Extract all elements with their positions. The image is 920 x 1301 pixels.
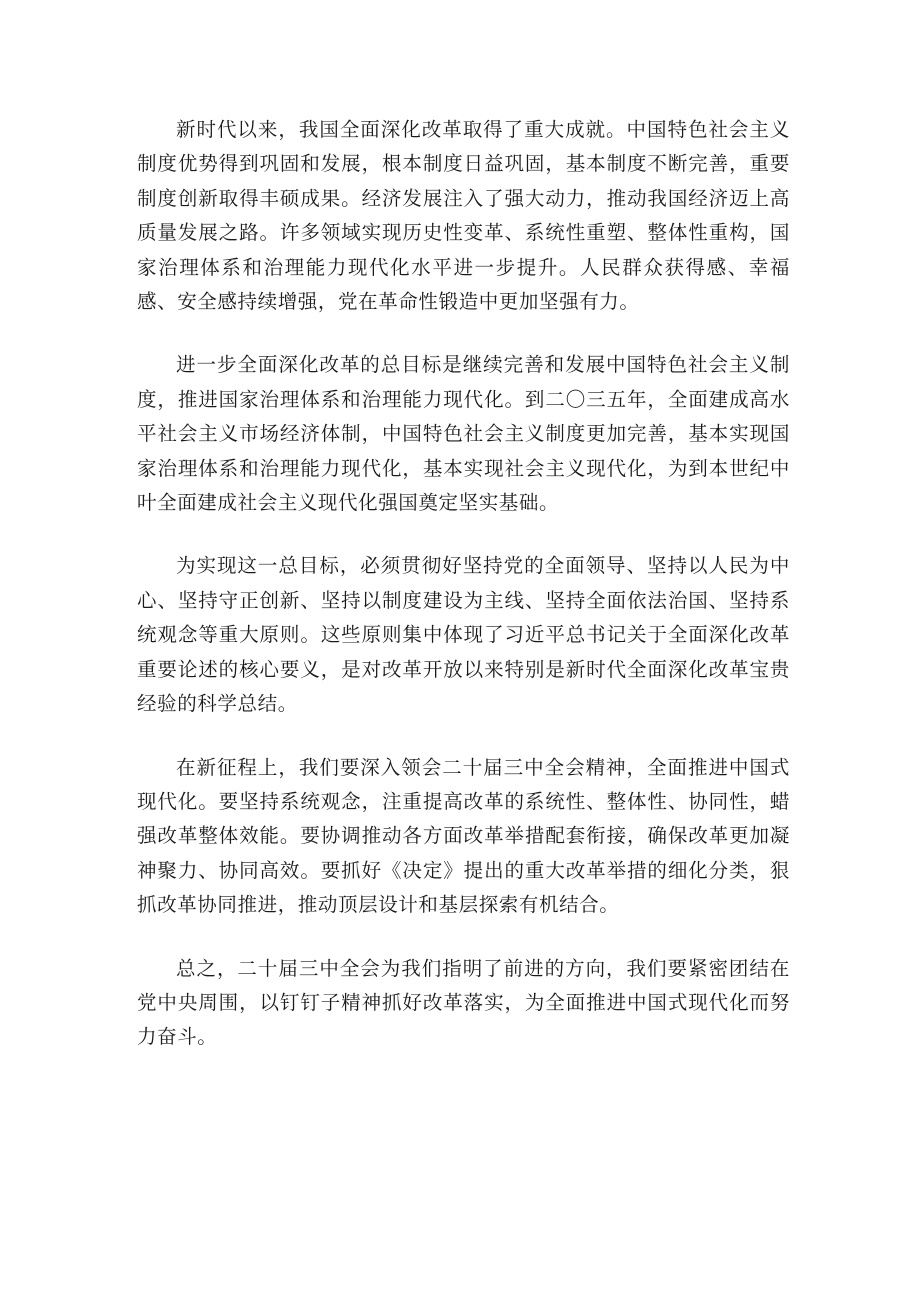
paragraph-1: 新时代以来，我国全面深化改革取得了重大成就。中国特色社会主义制度优势得到巩固和发展，根本制度日益巩固，基本制度不断完善，重要制度创新取得丰硕成果。经济发展注入了强大动力，推动我国经济迈上高质量发展之路。许多领域实现历史性变革、系统性重塑、整体性重构，国家治理体系和治理能力现代化水平进一步提升。人民群众获得感、幸福感、安全感持续增强，党在革命性锻造中更加坚强有力。 — [137, 118, 790, 314]
paragraph-5: 总之，二十届三中全会为我们指明了前进的方向，我们要紧密团结在党中央周围，以钉钉子精神抓好改革落实，为全面推进中国式现代化而努力奋斗。 — [137, 956, 790, 1049]
paragraph-3: 为实现这一总目标，必须贯彻好坚持党的全面领导、坚持以人民为中心、坚持守正创新、坚持以制度建设为主线、坚持全面依法治国、坚持系统观念等重大原则。这些原则集中体现了习近平总书记关于全面深化改革重要论述的核心要义，是对改革开放以来特别是新时代全面深化改革宝贵经验的科学总结。 — [137, 554, 790, 716]
paragraph-2: 进一步全面深化改革的总目标是继续完善和发展中国特色社会主义制度，推进国家治理体系和治理能力现代化。到二〇三五年，全面建成高水平社会主义市场经济体制，中国特色社会主义制度更加完善，基本实现国家治理体系和治理能力现代化，基本实现社会主义现代化，为到本世纪中叶全面建成社会主义现代化强国奠定坚实基础。 — [137, 353, 790, 515]
paragraph-4: 在新征程上，我们要深入领会二十届三中全会精神，全面推进中国式现代化。要坚持系统观念，注重提高改革的系统性、整体性、协同性，蜡强改革整体效能。要协调推动各方面改革举措配套衔接，确保改革更加凝神聚力、协同高效。要抓好《决定》提出的重大改革举措的细化分类，狠抓改革协同推进，推动顶层设计和基层探索有机结合。 — [137, 755, 790, 917]
document-body — [137, 113, 790, 1084]
